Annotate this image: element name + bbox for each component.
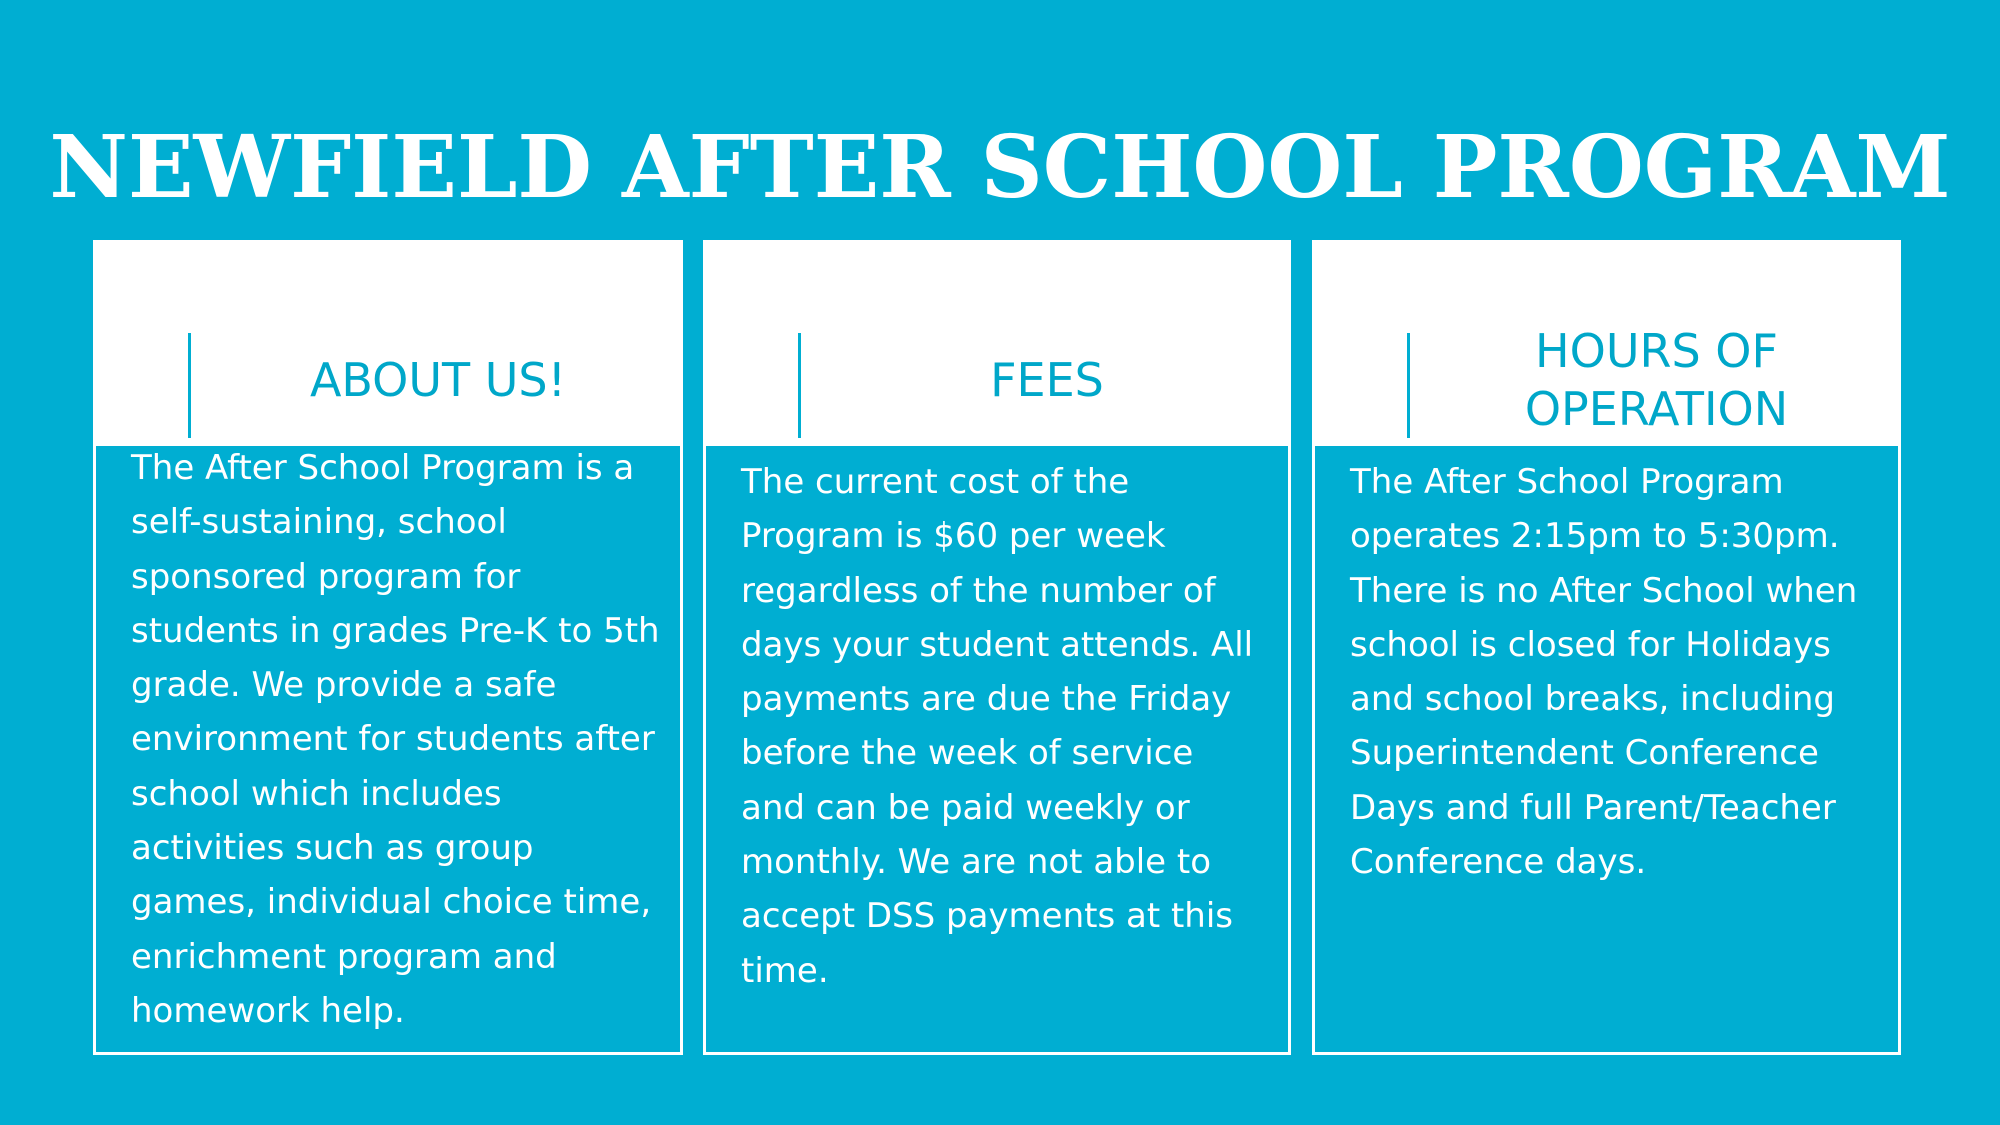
accent-bar xyxy=(1407,333,1410,438)
hours-of-operation-panel xyxy=(1312,240,1901,1055)
accent-bar xyxy=(188,333,191,438)
panel-heading: ABOUT US! xyxy=(309,352,567,407)
fees-panel xyxy=(703,240,1291,1055)
panel-heading: HOURS OF OPERATION xyxy=(1524,323,1789,436)
panel-header xyxy=(706,243,1288,446)
panel-header xyxy=(1315,243,1898,446)
about-us-panel xyxy=(93,240,683,1055)
panel-body-text: The current cost of the Program is $60 per week regardless of the number of days your student attends. All payments are due the Friday before the week of service and can be paid weekly or monthly. We are not able to accept DSS payments at this time. xyxy=(741,462,1254,991)
panel-body-text: The After School Program operates 2:15pm to 5:30pm. There is no After School when school is closed for Holidays and school breaks, including Superintendent Conference Days and full Parent/Teacher Conference days. xyxy=(1350,462,1858,883)
panel-header xyxy=(96,243,680,446)
accent-bar xyxy=(798,333,801,438)
page-title: NEWFIELD AFTER SCHOOL PROGRAM xyxy=(49,117,1951,218)
panel-body-text: The After School Program is a self-sustaining, school sponsored program for students in grades Pre-K to 5th grade. We provide a safe environment for students after school which includes activities such as group games, individual choice time, enrichment program and homework help. xyxy=(131,448,660,1031)
panel-heading: FEES xyxy=(990,352,1104,407)
